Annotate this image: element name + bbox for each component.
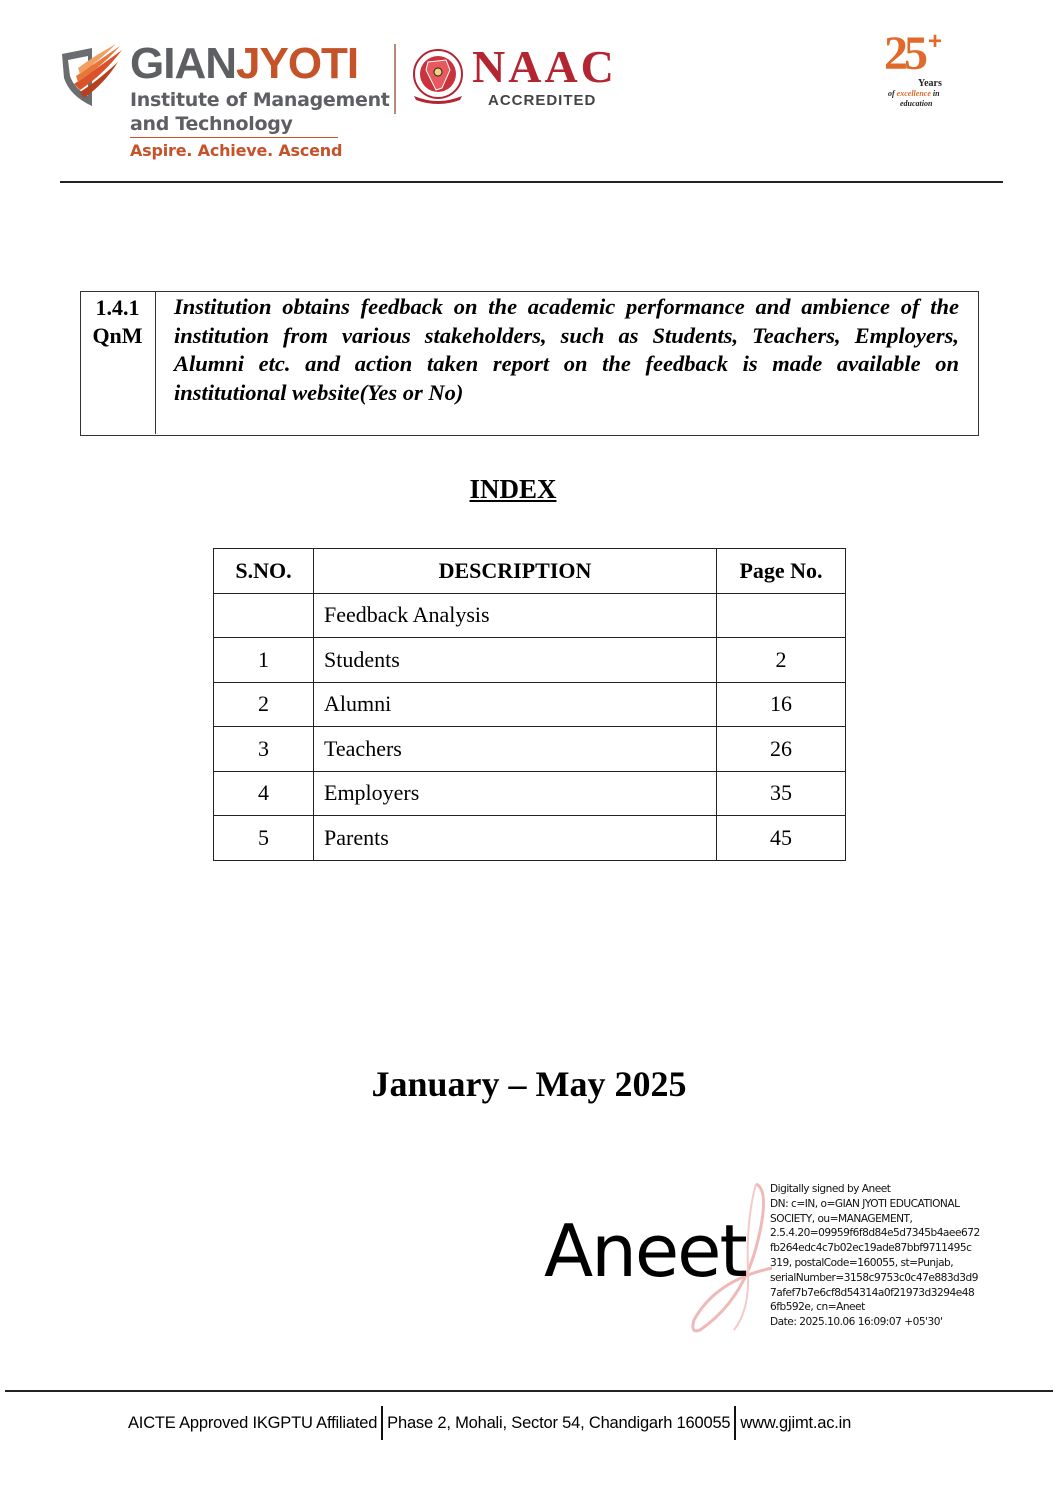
row-sno: 3 <box>214 727 314 772</box>
brand-line2: and Technology <box>130 113 293 135</box>
signature-line: DN: c=IN, o=GIAN JYOTI EDUCATIONAL <box>770 1197 960 1210</box>
brand-gian: GIAN <box>130 39 236 88</box>
criterion-number: 1.4.1 <box>95 295 140 320</box>
signature-line: Date: 2025.10.06 16:09:07 +05'30' <box>770 1316 943 1329</box>
table-row <box>214 727 846 772</box>
anniversary-plus: + <box>928 28 943 55</box>
header-description: DESCRIPTION <box>314 549 717 594</box>
anniversary-top-row <box>884 27 984 80</box>
row-page: 2 <box>717 638 846 683</box>
footer <box>128 1405 851 1441</box>
criterion-type: QnM <box>92 323 143 348</box>
row-page: 26 <box>717 727 846 772</box>
header-sno: S.NO. <box>214 549 314 594</box>
anniversary-excellence: excellence <box>896 89 931 98</box>
naac-accredited: ACCREDITED <box>488 92 597 109</box>
row-sno: 5 <box>214 816 314 861</box>
anniversary-badge <box>884 27 984 109</box>
footer-separator <box>381 1406 383 1440</box>
row-description: Employers <box>314 771 717 816</box>
index-table-header <box>214 549 846 594</box>
row-sno: 1 <box>214 638 314 683</box>
signature-name: Aneet <box>544 1209 746 1293</box>
criterion-text: Institution obtains feedback on the academic performance and ambience of the institution from various stakeholders, such as Students, Teachers, Employers, Alumni etc. and action taken report on the feedback is made available on institutional website(Yes or No) <box>174 294 959 405</box>
footer-affiliation: AICTE Approved IKGPTU Affiliated <box>128 1413 378 1432</box>
signature-details <box>770 1182 980 1330</box>
brand-divider <box>130 137 338 138</box>
index-title: INDEX <box>469 474 557 504</box>
signature-line: Digitally signed by Aneet <box>770 1183 891 1195</box>
report-period: January – May 2025 <box>371 1064 687 1104</box>
brand-logo <box>130 40 390 136</box>
index-table <box>213 548 846 861</box>
row-description: Parents <box>314 816 717 861</box>
signature-line: SOCIETY, ou=MANAGEMENT, <box>770 1212 913 1225</box>
header-page-no: Page No. <box>717 549 846 594</box>
signature-line: fb264edc4c7b02ec19ade87bbf9711495c <box>770 1242 972 1255</box>
anniversary-years: Years <box>918 78 942 89</box>
logo-separator <box>394 44 396 114</box>
anniversary-excellence-line <box>884 89 984 99</box>
table-row <box>214 682 846 727</box>
naac-title: NAAC <box>472 41 617 92</box>
brand-line1: Institute of Management <box>130 89 390 111</box>
row-page: 35 <box>717 771 846 816</box>
table-row <box>214 638 846 683</box>
footer-separator <box>734 1406 736 1440</box>
brand-jyoti: JYOTI <box>236 39 359 88</box>
signature-line: 319, postalCode=160055, st=Punjab, <box>770 1256 954 1269</box>
row-description: Feedback Analysis <box>314 593 717 638</box>
anniversary-in: in <box>932 89 940 98</box>
shield-wings-logo-icon <box>58 44 124 116</box>
row-description: Teachers <box>314 727 717 772</box>
row-sno: 2 <box>214 682 314 727</box>
row-page: 16 <box>717 682 846 727</box>
footer-website-link[interactable]: www.gjimt.ac.in <box>740 1413 852 1432</box>
brand-tagline: Aspire. Achieve. Ascend <box>130 141 343 160</box>
table-row <box>214 816 846 861</box>
criterion-code <box>80 291 156 434</box>
signature-line: 2.5.4.20=09959f6f8d84e5d7345b4aee672 <box>770 1227 980 1240</box>
row-page: 45 <box>717 816 846 861</box>
footer-address: Phase 2, Mohali, Sector 54, Chandigarh 160055 <box>387 1413 731 1432</box>
table-row <box>214 771 846 816</box>
row-description: Students <box>314 638 717 683</box>
signature-line: 6fb592e, cn=Aneet <box>770 1301 865 1314</box>
row-description: Alumni <box>314 682 717 727</box>
anniversary-of: of <box>888 89 895 98</box>
footer-divider <box>5 1390 1053 1392</box>
anniversary-number: 25 <box>884 27 924 80</box>
anniversary-education: education <box>900 99 933 108</box>
signature-line: 7afef7b7e6cf8d54314a0f21973d3294e48 <box>770 1286 975 1299</box>
naac-seal-icon <box>408 48 468 106</box>
row-sno: 4 <box>214 771 314 816</box>
signature-line: serialNumber=3158c9753c0c47e883d3d9 <box>770 1271 978 1284</box>
row-sno <box>214 593 314 638</box>
row-page <box>717 593 846 638</box>
header-divider <box>60 181 1003 183</box>
table-row <box>214 593 846 638</box>
